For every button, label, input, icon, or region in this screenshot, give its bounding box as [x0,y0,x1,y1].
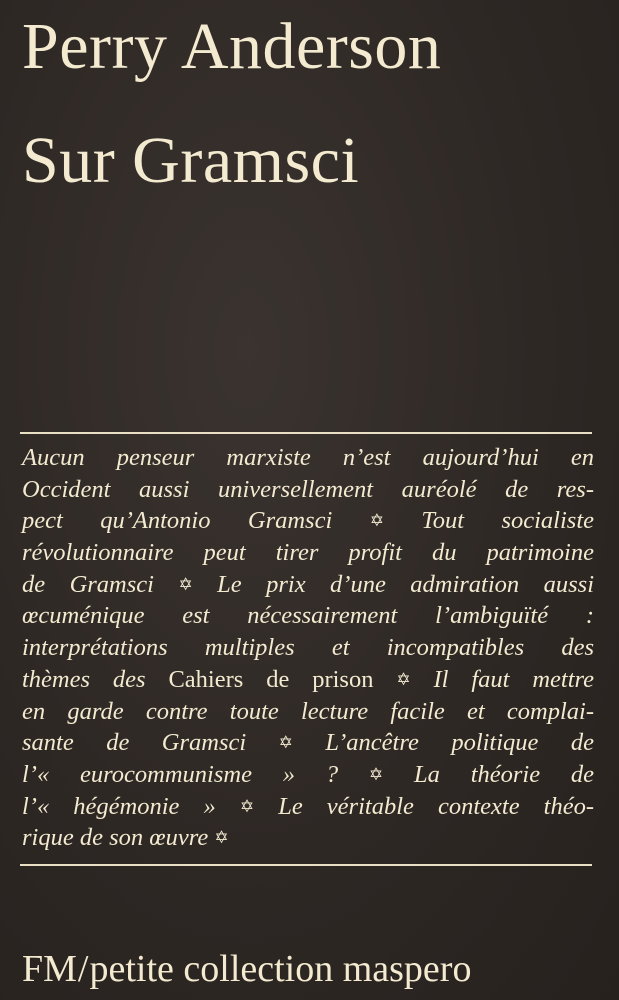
bottom-rule [20,864,592,866]
six-pointed-star-icon: ✡ [368,764,384,785]
publisher-imprint [22,950,471,988]
blurb-line: Aucun penseur marxiste n’est aujourd’hui en [22,444,594,471]
blurb-line: en garde contre toute lecture facile et complai- [22,697,594,725]
blurb-line: l’« eurocommunisme » ? ✡ La théorie de [22,759,594,791]
six-pointed-star-icon: ✡ [214,828,229,849]
imprint-slash: / [77,948,89,990]
blurb-line: œcuménique est nécessairement l’ambiguïté : [22,602,594,630]
author-name: Perry Anderson [22,10,442,83]
blurb-line: de Gramsci ✡ Le prix d’une admiration aussi [22,569,594,601]
blurb-line: sante de Gramsci ✡ L’ancêtre politique de [22,727,594,759]
book-reference: Cahiers de prison [168,665,374,693]
top-rule [20,432,592,434]
back-blurb [22,442,594,854]
blurb-line: interprétations multiples et incompatibles des [22,634,594,662]
blurb-line: Occident aussi universellement auréolé de res- [22,475,594,503]
six-pointed-star-icon: ✡ [239,796,255,817]
blurb-line: révolutionnaire peut tirer profit du patrimoine [22,539,594,567]
book-title: Sur Gramsci [22,124,360,197]
six-pointed-star-icon: ✡ [178,574,193,595]
blurb-line: l’« hégémonie » ✡ Le véritable contexte théo- [22,791,594,823]
six-pointed-star-icon: ✡ [369,511,384,532]
six-pointed-star-icon: ✡ [396,669,411,690]
collection-name: petite collection maspero [89,948,472,990]
six-pointed-star-icon: ✡ [278,733,293,754]
blurb-line: thèmes des Cahiers de prison ✡ Il faut mettre [22,664,594,696]
publisher-logo-fm: FM [22,948,77,990]
blurb-line: rique de son œuvre ✡ [22,822,594,854]
blurb-line: pect qu’Antonio Gramsci ✡ Tout socialiste [22,505,594,537]
